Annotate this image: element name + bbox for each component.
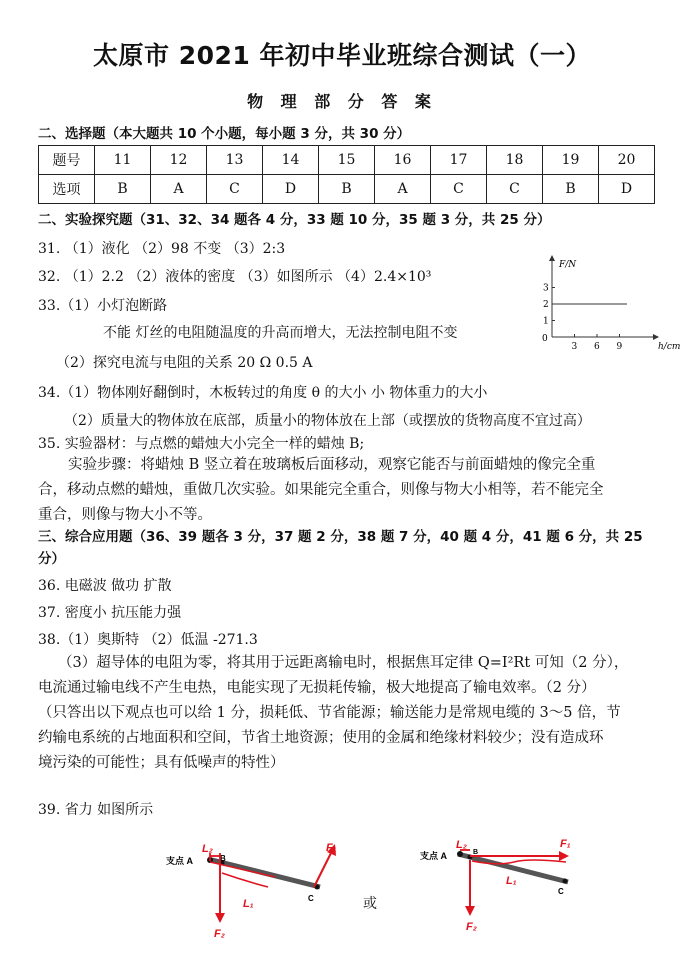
pivot-label: 支点 A xyxy=(420,851,448,861)
x-axis-label: h/cm xyxy=(658,342,681,352)
question-number: 15 xyxy=(319,146,375,175)
lever-bar xyxy=(208,859,320,887)
origin-label: 0 xyxy=(542,334,548,344)
table-row xyxy=(39,146,655,175)
answer-38-line: 境污染的可能性；具有低噪声的特性） xyxy=(38,755,285,771)
question-number: 19 xyxy=(543,146,599,175)
answer-cell: A xyxy=(375,175,431,204)
experiment-heading: 二、实验探究题（31、32、34 题各 4 分，33 题 10 分，35 题 3 分，共 25 分） xyxy=(38,212,551,228)
or-text: 或 xyxy=(363,896,377,912)
pivot-label: 支点 A xyxy=(166,856,194,866)
l1-brace xyxy=(222,873,268,887)
answer-34-1: 34.（1）物体刚好翻倒时，木板转过的角度 θ 的大小 小 物体重力的大小 xyxy=(38,385,488,401)
answer-cell: B xyxy=(95,175,151,204)
f2-label: F₂ xyxy=(214,928,225,940)
y-tick-label: 1 xyxy=(543,316,549,327)
y-tick-label: 2 xyxy=(543,300,549,310)
application-heading-cont: 分） xyxy=(38,551,65,567)
answer-table xyxy=(38,145,655,204)
answer-35-1: 35. 实验器材：与点燃的蜡烛大小完全一样的蜡烛 B; xyxy=(38,436,365,452)
f2-label: F₂ xyxy=(466,921,477,933)
l2-label: L₂ xyxy=(456,839,467,851)
application-heading: 三、综合应用题（36、39 题各 3 分，37 题 2 分，38 题 7 分，40 题 4 分，41 题 6 分，共 25 xyxy=(38,529,643,545)
question-number: 17 xyxy=(431,146,487,175)
f1-arrowhead xyxy=(559,851,569,861)
answer-32: 32. （1）2.2 （2）液体的密度 （3）如图所示 （4）2.4×10³ xyxy=(38,269,432,285)
y-tick-label: 3 xyxy=(543,283,549,294)
answer-cell: C xyxy=(207,175,263,204)
answer-36: 36. 电磁波 做功 扩散 xyxy=(38,578,172,594)
x-tick-label: 9 xyxy=(616,342,623,352)
answer-34-2: （2）质量大的物体放在底部，质量小的物体放在上部（或摆放的货物高度不宜过高） xyxy=(64,413,591,429)
answer-33-2: （2）探究电流与电阻的关系 20 Ω 0.5 A xyxy=(56,355,313,371)
answer-38-1: 38.（1）奥斯特 （2）低温 -271.3 xyxy=(38,632,258,648)
f1-label: F₁ xyxy=(326,842,337,854)
answer-33-1b: 不能 灯丝的电阻随温度的升高而增大，无法控制电阻不变 xyxy=(103,325,458,341)
answer-39: 39. 省力 如图所示 xyxy=(38,802,154,818)
l1-label: L₁ xyxy=(506,875,517,887)
pivot-a xyxy=(457,851,463,857)
f1-arrow xyxy=(314,851,332,887)
answer-cell: D xyxy=(263,175,319,204)
question-number: 20 xyxy=(599,146,655,175)
answer-35-line: 重合，则像与物大小不等。 xyxy=(38,507,212,523)
b-label: B xyxy=(473,849,479,856)
answer-33-1: 33.（1）小灯泡断路 xyxy=(38,298,168,314)
question-number: 13 xyxy=(207,146,263,175)
f2-arrowhead xyxy=(465,906,475,916)
point-c xyxy=(563,879,568,884)
c-label: C xyxy=(308,894,314,903)
l2-label: L₂ xyxy=(202,843,213,855)
question-number: 11 xyxy=(95,146,151,175)
b-label: B xyxy=(220,854,226,863)
answer-37: 37. 密度小 抗压能力强 xyxy=(38,605,182,621)
answer-38-line: （3）超导体的电阻为零，将其用于远距离输电时，根据焦耳定律 Q=I²Rt 可知（2 分）， xyxy=(58,655,629,671)
answer-31: 31. （1）液化 （2）98 不变 （3）2:3 xyxy=(38,241,286,257)
question-number: 12 xyxy=(151,146,207,175)
f2-arrowhead xyxy=(215,913,225,923)
y-axis-label: F/N xyxy=(559,260,577,270)
answer-38-line: （只答出以下观点也可以给 1 分，损耗低、节省能源；输送能力是常规电缆的 3～5 倍，节 xyxy=(38,705,621,721)
answer-38-line: 约输电系统的占地面积和空间，节省土地资源；使用的金属和绝缘材料较少；没有造成环 xyxy=(38,730,604,746)
answer-35-line: 实验步骤：将蜡烛 B 竖立着在玻璃板后面移动，观察它能否与前面蜡烛的像完全重 xyxy=(68,457,596,473)
table-row xyxy=(39,175,655,204)
answer-38-explanation xyxy=(38,651,650,776)
question-number: 14 xyxy=(263,146,319,175)
answer-35-line: 合，移动点燃的蜡烛，重做几次实验。如果能完全重合，则像与物大小相等，若不能完全 xyxy=(38,482,604,498)
x-tick-label: 6 xyxy=(594,342,600,352)
lever-figure-2 xyxy=(418,832,588,942)
table-row-label: 选项 xyxy=(39,175,95,204)
answer-cell: A xyxy=(151,175,207,204)
table-row-label: 题号 xyxy=(39,146,95,175)
answer-cell: D xyxy=(599,175,655,204)
answer-cell: C xyxy=(431,175,487,204)
l1-label: L₁ xyxy=(243,898,254,910)
force-depth-graph xyxy=(530,250,681,352)
f1-label: F₁ xyxy=(560,838,571,850)
page-title: 太原市 2021 年初中毕业班综合测试（一） xyxy=(93,41,591,70)
answer-38-line: 电流通过输电线不产生电热，电能实现了无损耗传输，极大地提高了输电效率。（2 分） xyxy=(38,680,596,696)
choice-heading: 二、选择题（本大题共 10 个小题，每小题 3 分，共 30 分） xyxy=(38,126,411,142)
answer-35-steps xyxy=(38,453,650,528)
question-number: 16 xyxy=(375,146,431,175)
answer-cell: B xyxy=(319,175,375,204)
x-tick-label: 3 xyxy=(571,342,578,352)
c-label: C xyxy=(558,887,564,896)
answer-cell: B xyxy=(543,175,599,204)
page-subtitle: 物 理 部 分 答 案 xyxy=(247,92,437,111)
question-number: 18 xyxy=(487,146,543,175)
answer-cell: C xyxy=(487,175,543,204)
lever-figure-1 xyxy=(160,835,350,945)
